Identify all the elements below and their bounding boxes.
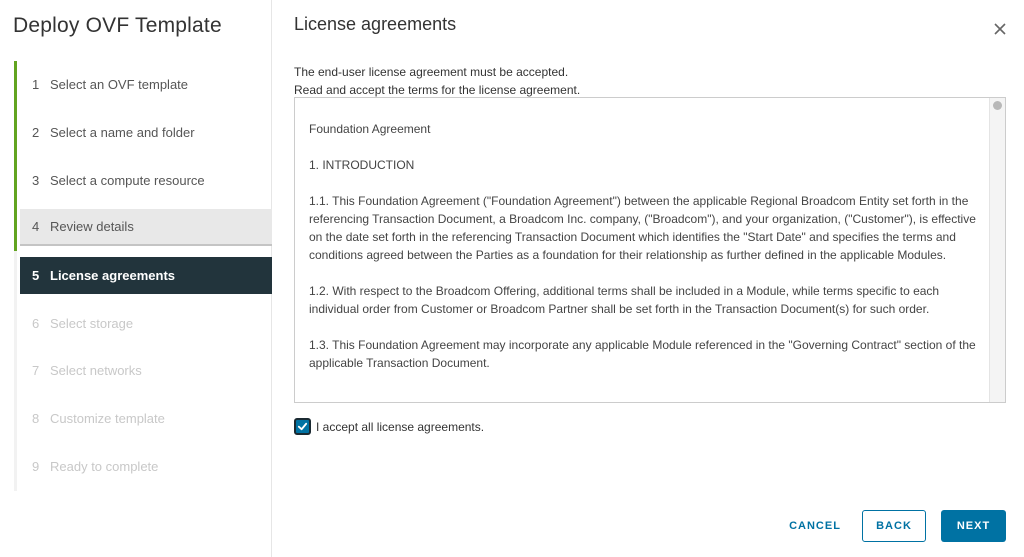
- step-number: 2: [32, 125, 40, 140]
- description-line: Read and accept the terms for the license agreement.: [294, 83, 581, 97]
- wizard-title: Deploy OVF Template: [13, 14, 222, 37]
- license-paragraph: 1.3. This Foundation Agreement may incorporate any applicable Module referenced in the "Governing Contract" section of the applicable Transaction Document.: [309, 338, 976, 370]
- page-description: [294, 63, 580, 99]
- step-select-name-folder[interactable]: [20, 114, 272, 151]
- step-number: 4: [32, 219, 40, 234]
- checkmark-icon: [297, 421, 308, 432]
- license-text: [309, 120, 979, 390]
- step-number: 1: [32, 77, 40, 92]
- step-select-compute-resource[interactable]: [20, 162, 272, 199]
- description-line: The end-user license agreement must be accepted.: [294, 65, 569, 79]
- step-label: Select networks: [50, 363, 142, 378]
- accept-license-row[interactable]: [294, 418, 484, 435]
- step-label: Customize template: [50, 411, 165, 426]
- step-ready-to-complete: [20, 448, 272, 485]
- license-section-title: 1. INTRODUCTION: [309, 158, 415, 172]
- close-icon: [989, 18, 1011, 40]
- step-customize-template: [20, 400, 272, 437]
- step-number: 8: [32, 411, 40, 426]
- wizard-content: [273, 0, 1024, 557]
- wizard-sidebar: [0, 0, 272, 557]
- step-select-ovf-template[interactable]: [20, 66, 272, 103]
- step-number: 6: [32, 316, 40, 331]
- step-label: Review details: [50, 219, 134, 234]
- step-label: Select a compute resource: [50, 173, 205, 188]
- step-number: 9: [32, 459, 40, 474]
- step-progress-rail: [14, 61, 17, 251]
- step-number: 7: [32, 363, 40, 378]
- step-label: Select a name and folder: [50, 125, 195, 140]
- step-number: 5: [32, 268, 40, 283]
- scrollbar-thumb[interactable]: [993, 101, 1002, 110]
- close-button[interactable]: [989, 18, 1011, 40]
- license-paragraph: 1.2. With respect to the Broadcom Offering, additional terms shall be included in a Module, while terms specific to each individual order from Customer or Broadcom Partner shall be set forth in the Transaction Document(s) for such order.: [309, 284, 940, 316]
- step-label: Ready to complete: [50, 459, 159, 474]
- license-heading: Foundation Agreement: [309, 122, 431, 136]
- accept-license-label[interactable]: I accept all license agreements.: [316, 419, 485, 434]
- step-label: Select an OVF template: [50, 77, 189, 92]
- license-paragraph: 1.1. This Foundation Agreement ("Foundation Agreement") between the applicable Regional Broadcom Entity set forth in the referencing Transaction Document, a Broadcom Inc. company, ("Broadcom"), and your organization, ("Customer"), is effective on the date set forth in the referencing Transaction Document which identifies the "Start Date" and specifies the terms and conditions agreed between the Parties as a foundation for their relationship as further defined in the applicable Modules.: [309, 194, 976, 262]
- step-number: 3: [32, 173, 40, 188]
- step-review-details[interactable]: [20, 209, 272, 246]
- step-rail-pending: [14, 251, 17, 491]
- page-title: License agreements: [294, 14, 457, 34]
- step-select-networks: [20, 352, 272, 389]
- license-text-box[interactable]: [294, 97, 1006, 403]
- cancel-button[interactable]: CANCEL: [789, 520, 841, 532]
- step-license-agreements[interactable]: [20, 257, 272, 294]
- next-button[interactable]: NEXT: [941, 510, 1006, 542]
- accept-license-checkbox[interactable]: [294, 418, 311, 435]
- step-label: License agreements: [50, 268, 176, 283]
- back-button[interactable]: BACK: [862, 510, 926, 542]
- license-scrollbar[interactable]: [989, 98, 1005, 402]
- step-label: Select storage: [50, 316, 134, 331]
- step-select-storage: [20, 305, 272, 342]
